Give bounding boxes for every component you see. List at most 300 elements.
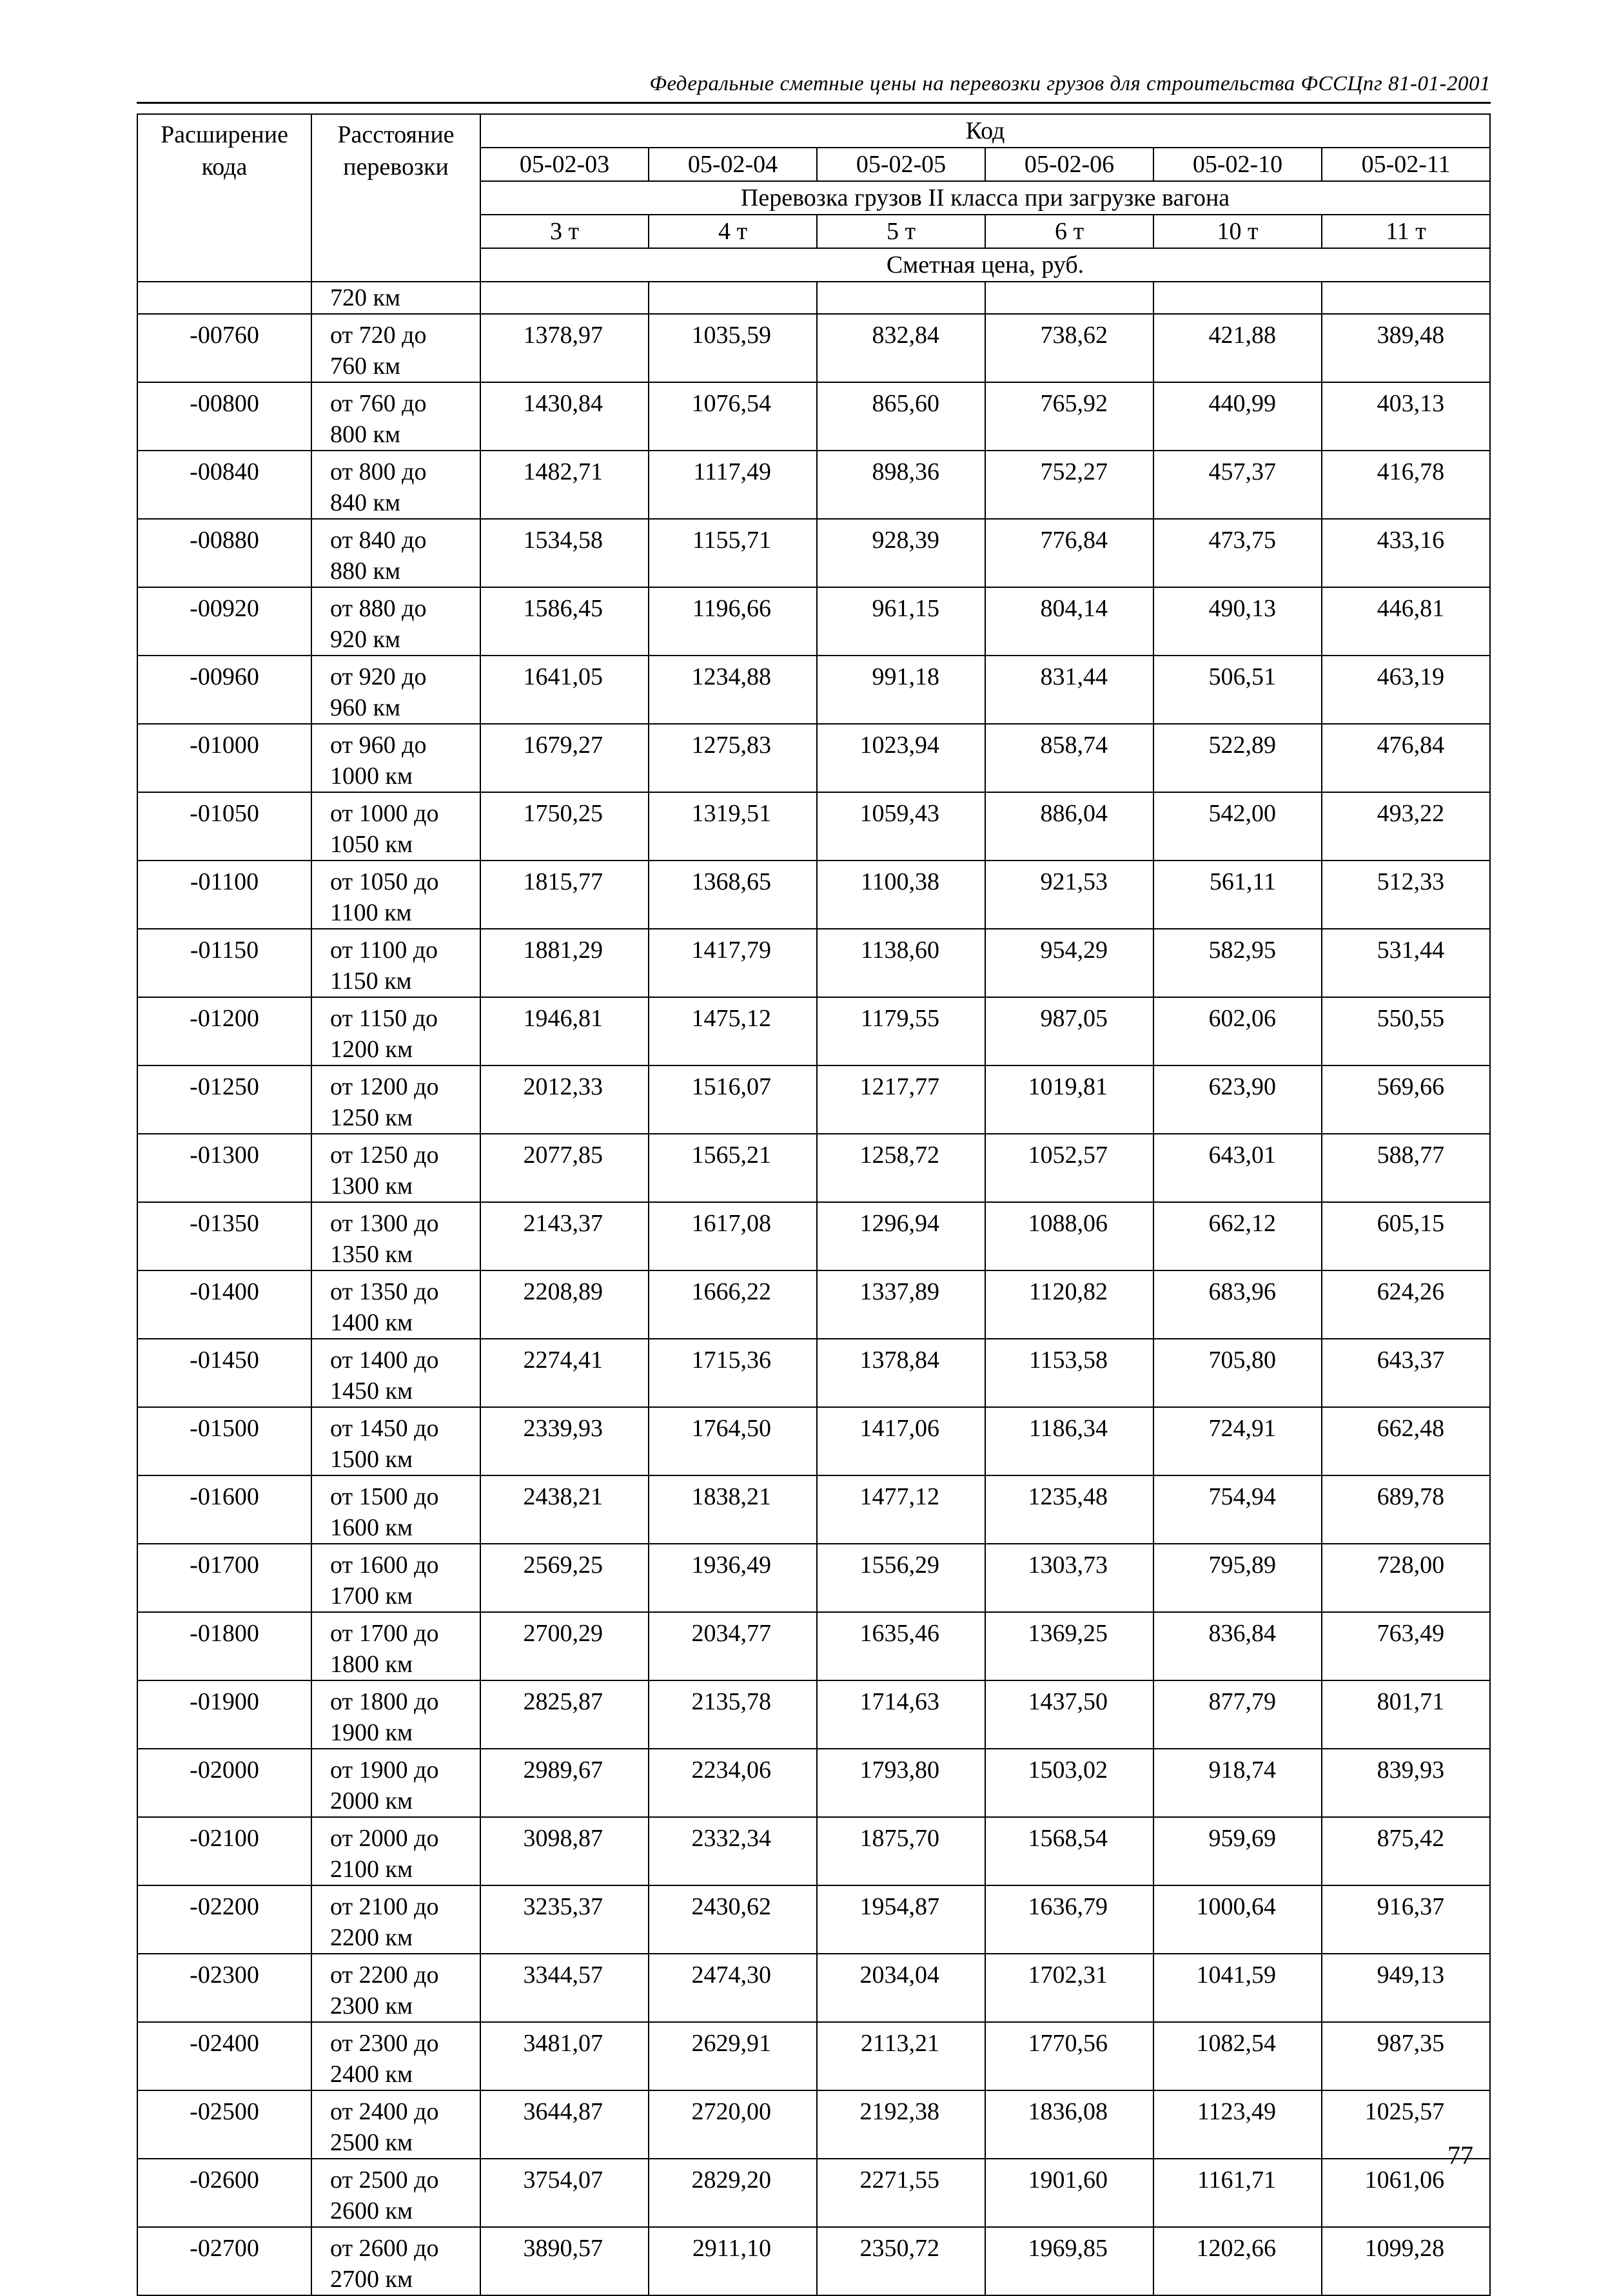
- distance-line-from: от 920 до: [330, 663, 427, 690]
- value-cell: 1082,54: [1153, 2022, 1322, 2090]
- code-cell: -01500: [137, 1407, 311, 1475]
- value-cell: 1059,43: [817, 792, 985, 861]
- table-row: [137, 792, 1490, 861]
- value-cell: 624,26: [1322, 1270, 1490, 1339]
- value-cell: 987,35: [1322, 2022, 1490, 2090]
- code-cell: [137, 282, 311, 314]
- distance-cell: [311, 1407, 480, 1475]
- code-column-header: 05-02-04: [649, 148, 817, 181]
- value-cell: 1076,54: [649, 382, 817, 451]
- code-cell: -01100: [137, 861, 311, 929]
- value-cell: 1117,49: [649, 451, 817, 519]
- distance-line-from: от 1600 до: [330, 1552, 439, 1579]
- value-cell: 2208,89: [480, 1270, 649, 1339]
- table-row: [137, 2227, 1490, 2295]
- value-cell: 801,71: [1322, 1680, 1490, 1749]
- table-row: [137, 1134, 1490, 1202]
- code-cell: -01250: [137, 1065, 311, 1134]
- distance-line-from: от 1400 до: [330, 1347, 439, 1374]
- value-cell: 705,80: [1153, 1339, 1322, 1407]
- distance-line-to: 1000 км: [330, 763, 413, 790]
- value-cell: 1303,73: [985, 1544, 1153, 1612]
- value-cell: 602,06: [1153, 997, 1322, 1065]
- value-cell: 1586,45: [480, 587, 649, 656]
- code-cell: -02100: [137, 1817, 311, 1885]
- distance-line-to: 2400 км: [330, 2061, 413, 2088]
- value-cell: 987,05: [985, 997, 1153, 1065]
- load-column-header: 6 т: [985, 215, 1153, 248]
- value-cell: 1568,54: [985, 1817, 1153, 1885]
- distance-line-to: 1400 км: [330, 1309, 413, 1336]
- distance-line-to: 2600 км: [330, 2197, 413, 2224]
- distance-cell: [311, 1202, 480, 1270]
- distance-line-to: 1900 км: [330, 1719, 413, 1746]
- code-column-header: 05-02-11: [1322, 148, 1490, 181]
- distance-line-from: от 2100 до: [330, 1893, 439, 1920]
- distance-line-to: 800 км: [330, 421, 401, 448]
- table-row: [137, 314, 1490, 382]
- distance-line-from: от 720 до: [330, 322, 427, 349]
- value-cell: 1715,36: [649, 1339, 817, 1407]
- value-cell: 2700,29: [480, 1612, 649, 1680]
- value-cell: 1636,79: [985, 1885, 1153, 1954]
- value-cell: [1322, 282, 1490, 314]
- code-cell: -02400: [137, 2022, 311, 2090]
- table-row: [137, 451, 1490, 519]
- distance-cell: [311, 519, 480, 587]
- value-cell: 421,88: [1153, 314, 1322, 382]
- code-cell: -01350: [137, 1202, 311, 1270]
- value-cell: 1838,21: [649, 1475, 817, 1544]
- distance-cell: [311, 1817, 480, 1885]
- value-cell: 1155,71: [649, 519, 817, 587]
- code-cell: -02200: [137, 1885, 311, 1954]
- table-row: [137, 656, 1490, 724]
- distance-cell: [311, 792, 480, 861]
- value-cell: 1764,50: [649, 1407, 817, 1475]
- value-cell: 522,89: [1153, 724, 1322, 792]
- table-row: [137, 282, 1490, 314]
- value-cell: 1088,06: [985, 1202, 1153, 1270]
- distance-line-from: от 1900 до: [330, 1756, 439, 1784]
- value-cell: 1793,80: [817, 1749, 985, 1817]
- distance-line-from: от 2000 до: [330, 1825, 439, 1852]
- value-cell: 1234,88: [649, 656, 817, 724]
- distance-line-from: от 1150 до: [330, 1005, 438, 1032]
- code-cell: -00920: [137, 587, 311, 656]
- price-table: [137, 113, 1491, 2296]
- value-cell: 561,11: [1153, 861, 1322, 929]
- value-cell: 2271,55: [817, 2159, 985, 2227]
- value-cell: 865,60: [817, 382, 985, 451]
- table-row: [137, 382, 1490, 451]
- value-cell: 1901,60: [985, 2159, 1153, 2227]
- distance-line-to: 1200 км: [330, 1036, 413, 1063]
- value-cell: 463,19: [1322, 656, 1490, 724]
- value-cell: 1516,07: [649, 1065, 817, 1134]
- value-cell: 683,96: [1153, 1270, 1322, 1339]
- distance-line-to: 2000 км: [330, 1787, 413, 1814]
- value-cell: 588,77: [1322, 1134, 1490, 1202]
- value-cell: 2569,25: [480, 1544, 649, 1612]
- value-cell: 1714,63: [817, 1680, 985, 1749]
- value-cell: 1337,89: [817, 1270, 985, 1339]
- value-cell: [480, 282, 649, 314]
- distance-line-from: от 1700 до: [330, 1620, 439, 1647]
- distance-cell: [311, 2090, 480, 2159]
- distance-cell: [311, 1339, 480, 1407]
- distance-cell: [311, 1612, 480, 1680]
- value-cell: 476,84: [1322, 724, 1490, 792]
- value-cell: 1099,28: [1322, 2227, 1490, 2295]
- code-header: Код: [480, 114, 1490, 148]
- value-cell: 389,48: [1322, 314, 1490, 382]
- table-row: [137, 1475, 1490, 1544]
- load-column-header: 4 т: [649, 215, 817, 248]
- value-cell: 1296,94: [817, 1202, 985, 1270]
- value-cell: 2829,20: [649, 2159, 817, 2227]
- value-cell: 2274,41: [480, 1339, 649, 1407]
- value-cell: 403,13: [1322, 382, 1490, 451]
- value-cell: 1875,70: [817, 1817, 985, 1885]
- value-cell: 898,36: [817, 451, 985, 519]
- value-cell: 1770,56: [985, 2022, 1153, 2090]
- value-cell: 1041,59: [1153, 1954, 1322, 2022]
- value-cell: 831,44: [985, 656, 1153, 724]
- distance-line-from: от 2200 до: [330, 1961, 439, 1989]
- table-row: [137, 1270, 1490, 1339]
- distance-line-to: 2300 км: [330, 1992, 413, 2019]
- table-row: [137, 861, 1490, 929]
- value-cell: 2234,06: [649, 1749, 817, 1817]
- value-cell: 1319,51: [649, 792, 817, 861]
- code-cell: -00960: [137, 656, 311, 724]
- value-cell: 1417,06: [817, 1407, 985, 1475]
- distance-cell: [311, 2022, 480, 2090]
- running-header: Федеральные сметные цены на перевозки грузов для строительства ФССЦпг 81-01-2001: [649, 72, 1491, 95]
- value-cell: 886,04: [985, 792, 1153, 861]
- value-cell: 2720,00: [649, 2090, 817, 2159]
- code-cell: -02300: [137, 1954, 311, 2022]
- value-cell: 858,74: [985, 724, 1153, 792]
- code-column-header: 05-02-03: [480, 148, 649, 181]
- distance-cell: [311, 1749, 480, 1817]
- distance-line-from: от 1250 до: [330, 1142, 439, 1169]
- code-cell: -01800: [137, 1612, 311, 1680]
- table-row: [137, 2159, 1490, 2227]
- distance-line-to: 2700 км: [330, 2266, 413, 2293]
- code-column-header: 05-02-05: [817, 148, 985, 181]
- load-column-header: 10 т: [1153, 215, 1322, 248]
- value-cell: 457,37: [1153, 451, 1322, 519]
- distance-line-to: 2200 км: [330, 1924, 413, 1951]
- value-cell: 446,81: [1322, 587, 1490, 656]
- table-row: [137, 1544, 1490, 1612]
- value-cell: 2332,34: [649, 1817, 817, 1885]
- value-cell: 1196,66: [649, 587, 817, 656]
- value-cell: 1969,85: [985, 2227, 1153, 2295]
- value-cell: 1475,12: [649, 997, 817, 1065]
- table-row: [137, 724, 1490, 792]
- distance-line-to: 880 км: [330, 558, 401, 585]
- value-cell: 550,55: [1322, 997, 1490, 1065]
- distance-line-from: от 800 до: [330, 458, 427, 485]
- value-cell: 1702,31: [985, 1954, 1153, 2022]
- value-cell: 531,44: [1322, 929, 1490, 997]
- value-cell: 1417,79: [649, 929, 817, 997]
- value-cell: 512,33: [1322, 861, 1490, 929]
- price-header: Сметная цена, руб.: [480, 248, 1490, 282]
- table-row: [137, 587, 1490, 656]
- value-cell: 877,79: [1153, 1680, 1322, 1749]
- distance-line-to: 840 км: [330, 489, 401, 516]
- table-row: [137, 929, 1490, 997]
- value-cell: 928,39: [817, 519, 985, 587]
- distance-line-to: 1350 км: [330, 1241, 413, 1268]
- page-number: 77: [1447, 2141, 1473, 2170]
- value-cell: 954,29: [985, 929, 1153, 997]
- code-cell: -01450: [137, 1339, 311, 1407]
- distance-line-to: 760 км: [330, 353, 401, 380]
- value-cell: 3754,07: [480, 2159, 649, 2227]
- distance-line-from: от 2600 до: [330, 2235, 439, 2262]
- value-cell: [817, 282, 985, 314]
- value-cell: 1120,82: [985, 1270, 1153, 1339]
- table-row: [137, 1407, 1490, 1475]
- value-cell: 3098,87: [480, 1817, 649, 1885]
- value-cell: 1378,97: [480, 314, 649, 382]
- code-cell: -01150: [137, 929, 311, 997]
- code-cell: -01900: [137, 1680, 311, 1749]
- distance-cell: [311, 1475, 480, 1544]
- table-row: [137, 1612, 1490, 1680]
- value-cell: 3235,37: [480, 1885, 649, 1954]
- distance-line-from: от 2400 до: [330, 2098, 439, 2125]
- value-cell: [1153, 282, 1322, 314]
- distance-cell: [311, 861, 480, 929]
- code-cell: -01000: [137, 724, 311, 792]
- distance-cell: [311, 1544, 480, 1612]
- value-cell: 1052,57: [985, 1134, 1153, 1202]
- value-cell: 1378,84: [817, 1339, 985, 1407]
- header-rule: [137, 102, 1491, 104]
- distance-cell: [311, 1680, 480, 1749]
- value-cell: 662,48: [1322, 1407, 1490, 1475]
- load-column-header: 5 т: [817, 215, 985, 248]
- distance-cell: [311, 1885, 480, 1954]
- value-cell: 3344,57: [480, 1954, 649, 2022]
- value-cell: 2143,37: [480, 1202, 649, 1270]
- value-cell: 1477,12: [817, 1475, 985, 1544]
- distance-line-from: от 1450 до: [330, 1415, 439, 1442]
- distance-cell: [311, 656, 480, 724]
- value-cell: 643,01: [1153, 1134, 1322, 1202]
- distance-line-to: 1450 км: [330, 1377, 413, 1405]
- value-cell: 2192,38: [817, 2090, 985, 2159]
- distance-line-from: от 880 до: [330, 595, 427, 622]
- value-cell: 1368,65: [649, 861, 817, 929]
- distance-line-to: 1700 км: [330, 1582, 413, 1610]
- distance-line-from: от 1000 до: [330, 800, 439, 827]
- distance-line-to: 1100 км: [330, 899, 412, 926]
- value-cell: 473,75: [1153, 519, 1322, 587]
- value-cell: 1202,66: [1153, 2227, 1322, 2295]
- value-cell: 1186,34: [985, 1407, 1153, 1475]
- code-cell: -00800: [137, 382, 311, 451]
- value-cell: 1100,38: [817, 861, 985, 929]
- distance-line-from: от 760 до: [330, 390, 427, 417]
- table-row: [137, 519, 1490, 587]
- value-cell: 2911,10: [649, 2227, 817, 2295]
- distance-line-to: 1050 км: [330, 831, 413, 858]
- value-cell: 804,14: [985, 587, 1153, 656]
- distance-line-to: 1250 км: [330, 1104, 413, 1131]
- value-cell: 1217,77: [817, 1065, 985, 1134]
- code-cell: -01300: [137, 1134, 311, 1202]
- value-cell: 2034,77: [649, 1612, 817, 1680]
- table-head: [137, 114, 1490, 282]
- value-cell: 490,13: [1153, 587, 1322, 656]
- value-cell: 921,53: [985, 861, 1153, 929]
- table-body: [137, 282, 1490, 2295]
- value-cell: 1258,72: [817, 1134, 985, 1202]
- value-cell: 582,95: [1153, 929, 1322, 997]
- value-cell: 1275,83: [649, 724, 817, 792]
- distance-cell: [311, 1954, 480, 2022]
- value-cell: 2989,67: [480, 1749, 649, 1817]
- code-cell: -00760: [137, 314, 311, 382]
- value-cell: 728,00: [1322, 1544, 1490, 1612]
- value-cell: 1556,29: [817, 1544, 985, 1612]
- value-cell: 2438,21: [480, 1475, 649, 1544]
- distance-line-from: от 840 до: [330, 527, 427, 554]
- value-cell: 433,16: [1322, 519, 1490, 587]
- table-row: [137, 1680, 1490, 1749]
- value-cell: 959,69: [1153, 1817, 1322, 1885]
- distance-cell: [311, 587, 480, 656]
- value-cell: 1138,60: [817, 929, 985, 997]
- distance-line-to: 2100 км: [330, 1856, 413, 1883]
- value-cell: 1679,27: [480, 724, 649, 792]
- value-cell: 1437,50: [985, 1680, 1153, 1749]
- value-cell: 1161,71: [1153, 2159, 1322, 2227]
- value-cell: 1235,48: [985, 1475, 1153, 1544]
- distance-line-to: 920 км: [330, 626, 401, 653]
- table-row: [137, 1954, 1490, 2022]
- value-cell: 1617,08: [649, 1202, 817, 1270]
- distance-line-from: от 1500 до: [330, 1483, 439, 1510]
- value-cell: 1815,77: [480, 861, 649, 929]
- value-cell: 662,12: [1153, 1202, 1322, 1270]
- value-cell: 440,99: [1153, 382, 1322, 451]
- code-cell: -02600: [137, 2159, 311, 2227]
- distance-line-to: 1300 км: [330, 1172, 413, 1200]
- distance-cell: [311, 2227, 480, 2295]
- value-cell: 765,92: [985, 382, 1153, 451]
- value-cell: 763,49: [1322, 1612, 1490, 1680]
- distance-cell: [311, 997, 480, 1065]
- value-cell: 1666,22: [649, 1270, 817, 1339]
- value-cell: [985, 282, 1153, 314]
- value-cell: 1025,57: [1322, 2090, 1490, 2159]
- distance-line-to: 1500 км: [330, 1446, 413, 1473]
- value-cell: 2135,78: [649, 1680, 817, 1749]
- value-cell: 416,78: [1322, 451, 1490, 519]
- value-cell: 836,84: [1153, 1612, 1322, 1680]
- col-header-distance: Расстояние перевозки: [311, 114, 480, 282]
- distance-cell: [311, 1134, 480, 1202]
- distance-line-to: 1800 км: [330, 1651, 413, 1678]
- value-cell: 623,90: [1153, 1065, 1322, 1134]
- distance-line-from: от 1100 до: [330, 937, 438, 964]
- table-row: [137, 1885, 1490, 1954]
- value-cell: 875,42: [1322, 1817, 1490, 1885]
- table-row: [137, 1339, 1490, 1407]
- distance-cell: [311, 451, 480, 519]
- value-cell: 605,15: [1322, 1202, 1490, 1270]
- value-cell: 1641,05: [480, 656, 649, 724]
- value-cell: 2350,72: [817, 2227, 985, 2295]
- distance-line-from: от 1300 до: [330, 1210, 439, 1237]
- table-row: [137, 997, 1490, 1065]
- value-cell: 1061,06: [1322, 2159, 1490, 2227]
- code-column-header: 05-02-06: [985, 148, 1153, 181]
- value-cell: 1153,58: [985, 1339, 1153, 1407]
- distance-line-to: 960 км: [330, 694, 401, 721]
- value-cell: 1123,49: [1153, 2090, 1322, 2159]
- distance-cell: [311, 1270, 480, 1339]
- col-header-extension: Расширение кода: [137, 114, 311, 282]
- value-cell: 1369,25: [985, 1612, 1153, 1680]
- value-cell: 1035,59: [649, 314, 817, 382]
- value-cell: 493,22: [1322, 792, 1490, 861]
- code-cell: -01050: [137, 792, 311, 861]
- table-row: [137, 1749, 1490, 1817]
- load-column-header: 3 т: [480, 215, 649, 248]
- distance-cell: [311, 1065, 480, 1134]
- distance-cell: [311, 2159, 480, 2227]
- distance-cell: [311, 314, 480, 382]
- value-cell: 2629,91: [649, 2022, 817, 2090]
- code-cell: -01200: [137, 997, 311, 1065]
- distance-line-from: от 960 до: [330, 732, 427, 759]
- value-cell: 3481,07: [480, 2022, 649, 2090]
- table-row: [137, 1065, 1490, 1134]
- value-cell: 752,27: [985, 451, 1153, 519]
- distance-cell: [311, 929, 480, 997]
- value-cell: 776,84: [985, 519, 1153, 587]
- cargo-header: Перевозка грузов II класса при загрузке вагона: [480, 181, 1490, 215]
- distance-cell: [311, 724, 480, 792]
- value-cell: 2474,30: [649, 1954, 817, 2022]
- value-cell: 916,37: [1322, 1885, 1490, 1954]
- value-cell: 2430,62: [649, 1885, 817, 1954]
- value-cell: 1881,29: [480, 929, 649, 997]
- value-cell: 1936,49: [649, 1544, 817, 1612]
- value-cell: 3890,57: [480, 2227, 649, 2295]
- value-cell: 569,66: [1322, 1065, 1490, 1134]
- code-cell: -02700: [137, 2227, 311, 2295]
- value-cell: 643,37: [1322, 1339, 1490, 1407]
- value-cell: 1019,81: [985, 1065, 1153, 1134]
- table-row: [137, 2022, 1490, 2090]
- distance-cell: 720 км: [311, 282, 480, 314]
- value-cell: 991,18: [817, 656, 985, 724]
- distance-line-from: от 1800 до: [330, 1688, 439, 1715]
- value-cell: 2825,87: [480, 1680, 649, 1749]
- value-cell: 2034,04: [817, 1954, 985, 2022]
- distance-line-from: от 2500 до: [330, 2166, 439, 2194]
